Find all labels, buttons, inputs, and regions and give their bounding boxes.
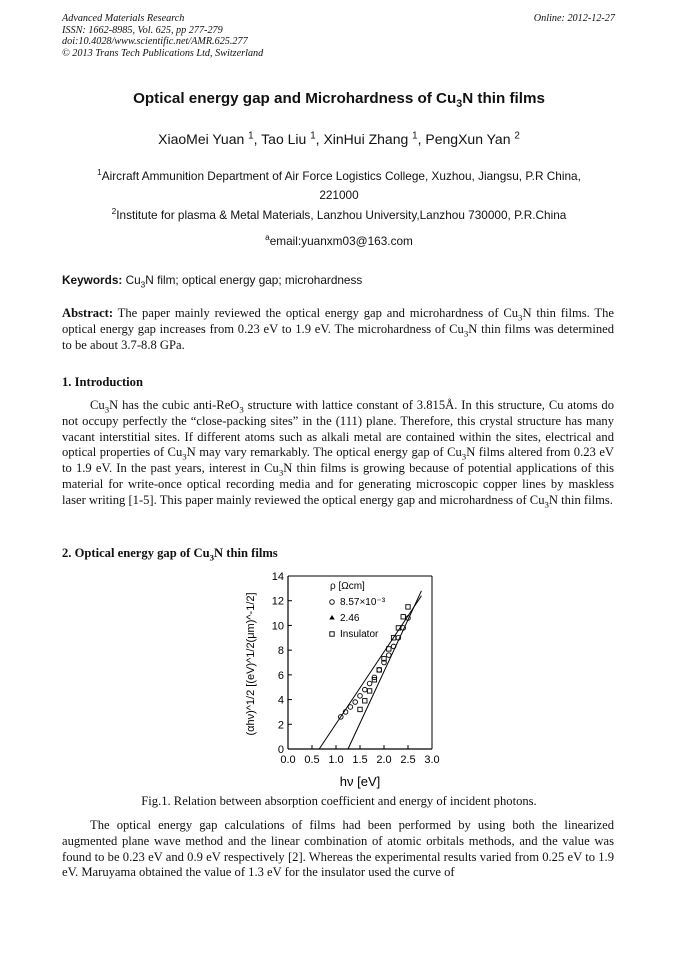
section2-paragraph: The optical energy gap calculations of films had been performed by using both the linearized augmented plane wave method and the linear combination of atomic orbitals methods, and the value was found to be 0.23 eV and 0.9 eV respectively [2]. Whereas the experimental results varied from 0.25 eV to 1.9 eV. Maruyama obtained the value of 1.3 eV for the insulator used the curve of: [62, 818, 614, 880]
figure-1: [240, 566, 465, 790]
legend-marker-triangle: [329, 615, 334, 620]
y-tick-label-3: 6: [277, 669, 284, 682]
figure-caption: Fig.1. Relation between absorption coefficient and energy of incident photons.: [141, 794, 537, 808]
data-point-s0-8: [377, 668, 382, 673]
data-point-s0-3: [353, 700, 358, 705]
journal-header: [62, 13, 263, 59]
data-point-s2-1: [363, 699, 367, 703]
legend-marker-circle: [330, 600, 335, 605]
affiliation-2: $^2$Institute for plasma & Metal Materials, Lanzhou University,Lanzhou 730000, P.R.China: [111, 207, 567, 222]
introduction-paragraph: $Cu_3N$ has the cubic anti-ReO$_3$ structure with lattice constant of 3.815Å. In this structure, Cu atoms do not occupy perfectly the “close-packing sites” in the (111) plane. Therefore, this crystal structure has many vacant interstitial sites. If different atoms such as alkali metal are contained within the sites, electrical and optical properties of $Cu_3N$ may vary remarkably. The optical energy gap of $Cu_3N$ films altered from 0.23 eV to 1.9 eV. In the past years, interest in $Cu_3N$ thin films is growing because of potential applications of this material for write-once optical recording media and for generating microscopic copper lines by maskless laser writing [1-5]. This paper mainly reviewed the optical energy gap and microhardness of $Cu_3N$ thin films.: [62, 398, 615, 510]
data-point-s2-0: [358, 707, 362, 711]
section-heading-optical-gap: 2. Optical energy gap of $Cu_3N$ thin films: [62, 546, 278, 563]
legend-label-series-3: Insulator: [340, 629, 379, 640]
legend-label-series-2: 2.46: [340, 613, 360, 624]
abstract: Abstract: The paper mainly reviewed the optical energy gap and microhardness of $Cu_3N$ thin films. The optical energy gap increases from 0.23 eV to 1.9 eV. The microhardness of $Cu_3N$ thin films was determined to be about 3.7-8.8 GPa.: [62, 306, 614, 352]
issn: ISSN: 1662-8985, Vol. 625, pp 277-279: [62, 24, 223, 36]
journal-name: Advanced Materials Research: [62, 13, 185, 24]
y-tick-label-6: 12: [271, 595, 284, 608]
data-point-s2-2: [367, 689, 371, 693]
legend-marker-square: [330, 632, 334, 636]
y-tick-label-5: 10: [271, 620, 284, 633]
x-tick-label-3: 1.5: [352, 754, 368, 766]
keywords: Keywords: $Cu_3N$ film; optical energy gap; microhardness: [62, 273, 363, 290]
copyright: © 2013 Trans Tech Publications Ltd, Switzerland: [62, 47, 264, 59]
data-point-s2-9: [401, 615, 405, 619]
paper-title: Optical energy gap and Microhardness of $Cu_3N$ thin films: [133, 90, 545, 111]
x-tick-label-1: 0.5: [304, 754, 320, 766]
y-tick-label-1: 2: [277, 719, 284, 732]
doi: doi:10.4028/www.scientific.net/AMR.625.277: [62, 36, 248, 47]
y-axis-label: (αhν)^1/2 [(eV)^1/2(μm)^-1/2]: [245, 592, 257, 736]
data-point-s0-4: [358, 694, 363, 699]
absorption-chart: [240, 566, 465, 790]
affiliation-1: $^1$Aircraft Ammunition Department of Air Force Logistics College, Xuzhou, Jiangsu, P.R China, 221000: [97, 168, 581, 202]
section-heading-introduction: 1. Introduction: [62, 375, 143, 389]
author-list: XiaoMei Yuan $^1$, Tao Liu $^1$, XinHui Zhang $^1$, PengXun Yan $^2$: [158, 130, 520, 147]
x-tick-label-6: 3.0: [424, 754, 440, 766]
x-tick-label-5: 2.5: [400, 754, 416, 766]
y-tick-label-2: 4: [277, 694, 284, 707]
x-tick-label-4: 2.0: [376, 754, 392, 766]
data-point-s0-6: [367, 681, 372, 686]
data-point-s2-10: [406, 605, 410, 609]
x-tick-label-0: 0.0: [280, 754, 296, 766]
online-date: Online: 2012-12-27: [533, 13, 615, 24]
x-tick-label-2: 1.0: [328, 754, 344, 766]
data-point-s0-2: [348, 705, 353, 710]
x-axis-label: hν [eV]: [339, 774, 381, 789]
y-tick-label-4: 8: [277, 645, 284, 658]
y-tick-label-0: 0: [277, 744, 284, 756]
y-tick-label-7: 14: [271, 571, 284, 583]
author: PengXun Yan: [425, 131, 511, 147]
data-point-s0-5: [363, 687, 368, 692]
legend-label-series-1: 8.57×10⁻³: [340, 597, 386, 608]
author: XiaoMei Yuan: [158, 131, 245, 147]
author: Tao Liu: [261, 131, 307, 147]
author-email: $^a$email:yuanxm03@163.com: [265, 233, 413, 248]
data-point-s0-10: [387, 653, 392, 658]
legend-title: ρ [Ωcm]: [330, 581, 365, 592]
author: XinHui Zhang: [323, 131, 409, 147]
